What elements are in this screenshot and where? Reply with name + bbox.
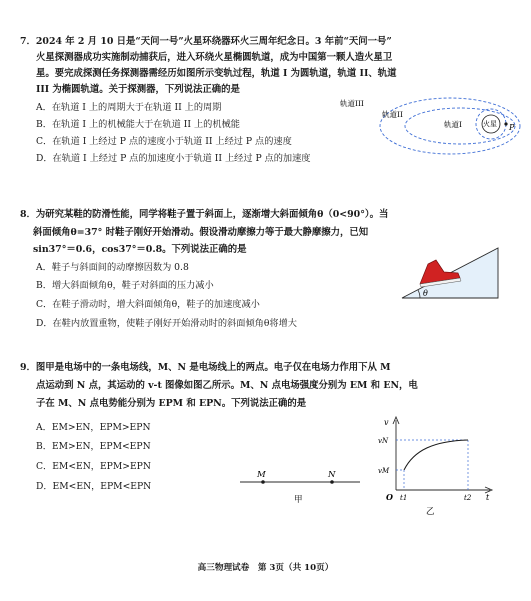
t1-label: t1 bbox=[400, 494, 408, 502]
q8-stem-line-1: 8．为研究某鞋的防滑性能，同学将鞋子置于斜面上，逐渐增大斜面倾角θ（0<90°）。当 bbox=[20, 209, 389, 220]
q7-stem-line-1: 7．2024 年 2 月 10 日是“天问一号”火星环绕器环火三周年纪念日。3 年前“天问一号” bbox=[20, 36, 392, 47]
q8-option-d[interactable]: D．在鞋内放置重物，使鞋子刚好开始滑动时的斜面倾角θ将增大 bbox=[36, 318, 297, 329]
q8-stem-line-2: 斜面倾角θ=37° 时鞋子刚好开始滑动。假设滑动摩擦力等于最大静摩擦力，已知 bbox=[33, 227, 369, 238]
point-p-marker bbox=[504, 122, 507, 125]
orbit-i-label: 轨道I bbox=[444, 120, 462, 129]
q7-stem-line-3: 星。要完成探测任务探测器需经历如图所示变轨过程，轨道 I 为圆轨道，轨道 II、轨道 bbox=[36, 68, 397, 79]
point-p-label: P bbox=[509, 123, 515, 132]
q7-option-a[interactable]: A．在轨道 I 上的周期大于在轨道 II 上的周期 bbox=[36, 102, 222, 113]
figure-yi-caption: 乙 bbox=[426, 507, 435, 517]
field-line-diagram bbox=[236, 462, 364, 506]
vn-label: vN bbox=[378, 437, 389, 445]
q8-option-c[interactable]: C．在鞋子滑动时，增大斜面倾角θ，鞋子的加速度减小 bbox=[36, 299, 260, 310]
q8-option-b[interactable]: B．增大斜面倾角θ，鞋子对斜面的压力减小 bbox=[36, 280, 214, 291]
q7-option-d[interactable]: D．在轨道 I 上经过 P 点的加速度小于轨道 II 上经过 P 点的加速度 bbox=[36, 153, 311, 164]
t2-label: t2 bbox=[464, 494, 472, 502]
q9-option-b[interactable]: B．EM>EN，EPM<EPN bbox=[36, 441, 151, 452]
q8-option-a[interactable]: A．鞋子与斜面间的动摩擦因数为 0.8 bbox=[36, 262, 189, 273]
q9-stem-line-1: 9．图甲是电场中的一条电场线，M、N 是电场线上的两点。电子仅在电场力作用下从 M bbox=[20, 362, 391, 373]
point-m-marker bbox=[261, 480, 265, 484]
q9-option-c[interactable]: C．EM<EN，EPM>EPN bbox=[36, 461, 151, 472]
q9-option-d[interactable]: D．EM<EN，EPM<EPN bbox=[36, 481, 152, 492]
q9-stem-line-3: 子在 M、N 点电势能分别为 EPM 和 EPN。下列说法正确的是 bbox=[36, 398, 307, 409]
vm-label: vM bbox=[378, 467, 390, 475]
orbit-ii-label: 轨道II bbox=[382, 110, 403, 119]
point-m-label: M bbox=[257, 470, 266, 480]
q7-option-b[interactable]: B．在轨道 I 上的机械能大于在轨道 II 上的机械能 bbox=[36, 119, 240, 130]
q7-stem-line-2: 火星探测器成功实施制动捕获后，进入环绕火星椭圆轨道，成为中国第一颗人造火星卫 bbox=[36, 52, 393, 63]
q7-option-c[interactable]: C．在轨道 I 上经过 P 点的速度小于轨道 II 上经过 P 点的速度 bbox=[36, 136, 292, 147]
t-axis-label: t bbox=[486, 493, 490, 502]
angle-theta-label: θ bbox=[423, 289, 428, 298]
v-axis-label: v bbox=[384, 418, 389, 427]
point-n-label: N bbox=[328, 470, 336, 480]
orbit-diagram bbox=[338, 90, 523, 160]
vt-curve bbox=[404, 440, 468, 470]
mars-label: 火星 bbox=[483, 120, 497, 128]
origin-label: O bbox=[386, 492, 393, 502]
q9-stem-line-2: 点运动到 N 点，其运动的 v-t 图像如图乙所示。M、N 点电场强度分别为 EM 和 EN，电 bbox=[36, 380, 418, 391]
q9-option-a[interactable]: A．EM>EN，EPM>EPN bbox=[36, 422, 151, 433]
q7-stem-line-4: III 为椭圆轨道。关于探测器，下列说法正确的是 bbox=[36, 84, 240, 95]
page-footer: 高三物理试卷 第 3页（共 10页） bbox=[197, 563, 334, 573]
figure-jia-caption: 甲 bbox=[294, 495, 303, 505]
vt-graph bbox=[374, 414, 496, 518]
q8-stem-line-3: sin37°＝0.6，cos37°＝0.8。下列说法正确的是 bbox=[33, 244, 247, 255]
incline-diagram bbox=[398, 240, 502, 302]
orbit-iii-label: 轨道III bbox=[340, 99, 364, 108]
point-n-marker bbox=[330, 480, 334, 484]
